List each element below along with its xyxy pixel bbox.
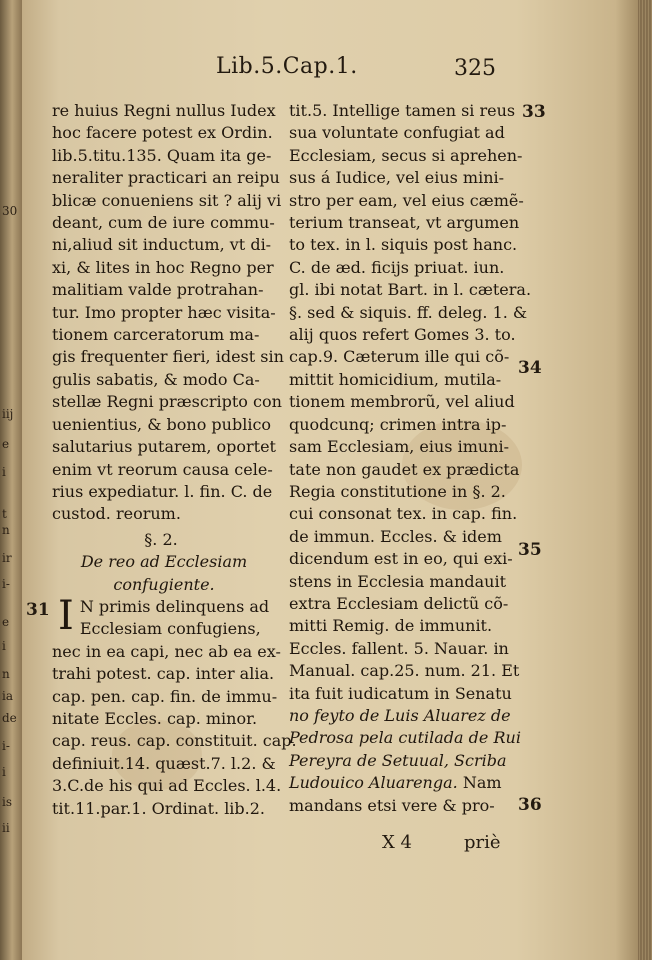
text-line: gl. ibi notat Bart. in l. cætera. — [289, 280, 532, 300]
page-number: 325 — [454, 56, 496, 81]
text-line: mittit homicidium, mutila- — [289, 369, 502, 389]
margin-number: 35 — [518, 540, 542, 560]
text-line: stens in Ecclesia mandauit — [289, 571, 507, 591]
roman-word: Nam — [462, 773, 502, 793]
text-line: sua voluntate confugiat ad — [289, 123, 505, 143]
text-line: Pedrosa pela cutilada de Rui — [289, 728, 521, 748]
section-heading — [52, 551, 270, 596]
text-line: Ecclesiam, secus si aprehen- — [289, 145, 523, 165]
drop-cap: I — [58, 592, 74, 639]
text-line: extra Ecclesiam delictũ cõ- — [289, 593, 509, 613]
text-line: mitti Remig. de immunit. — [289, 616, 493, 636]
text-line: ita fuit iudicatum in Senatu — [289, 683, 512, 703]
edge-fragment: 30 — [2, 204, 18, 218]
section-body — [52, 592, 297, 820]
edge-fragment: e — [2, 437, 10, 451]
text-line: lib.5.titu.135. Quam ita ge- — [52, 145, 272, 165]
text-line: gis frequenter fieri, idest sin — [52, 347, 284, 367]
section-body-text — [52, 592, 297, 820]
catchword: priè — [464, 832, 501, 853]
text-line: neraliter practicari an reipu — [52, 168, 280, 188]
margin-number: 34 — [518, 358, 542, 378]
text-line: nitate Eccles. cap. minor. — [52, 708, 258, 728]
text-line: tit.5. Intellige tamen si reus — [289, 101, 516, 120]
edge-fragment: iij — [2, 407, 14, 421]
left-column-text — [52, 100, 284, 526]
text-line: xi, & lites in hoc Regno per — [52, 257, 274, 277]
edge-fragment: ii — [2, 821, 10, 835]
edge-fragment: i- — [2, 577, 10, 591]
text-line: dicendum est in eo, qui exi- — [289, 549, 513, 569]
text-line: tit.11.par.1. Ordinat. lib.2. — [52, 798, 266, 818]
text-line: rius expediatur. l. fin. C. de — [52, 481, 273, 501]
margin-number: 33 — [522, 102, 546, 122]
text-line: uenientius, & bono publico — [52, 414, 272, 434]
book-page — [22, 0, 640, 960]
text-line: stro per eam, vel eius cæmẽ- — [289, 190, 524, 210]
text-line — [289, 772, 507, 794]
section-mark: §. 2. — [144, 529, 178, 549]
edge-fragment: is — [2, 795, 12, 809]
text-line: C. de æd. ficijs priuat. iun. — [289, 257, 505, 277]
text-line: trahi potest. cap. inter alia. — [52, 664, 275, 684]
text-line: tionem membrorũ, vel aliud — [289, 392, 515, 412]
left-column — [52, 100, 297, 820]
text-line: malitiam valde protrahan- — [52, 280, 264, 300]
text-line: hoc facere potest ex Ordin. — [52, 123, 273, 143]
text-line: gulis sabatis, & modo Ca- — [52, 369, 260, 389]
text-line: Pereyra de Setuual, Scriba — [289, 750, 507, 770]
edge-fragment: i — [2, 639, 6, 653]
edge-fragment: i — [2, 465, 6, 479]
text-line: Ecclesiam confugiens, — [79, 619, 261, 639]
edge-fragment: ir — [2, 551, 12, 565]
text-line: no feyto de Luis Aluarez de — [289, 705, 511, 725]
page-block-edge — [638, 0, 652, 960]
page-header — [22, 54, 640, 88]
text-line: §. sed & siquis. ff. deleg. 1. & — [289, 302, 528, 322]
text-line: Manual. cap.25. num. 21. Et — [289, 661, 520, 681]
left-edge-fragments — [0, 0, 20, 960]
edge-fragment: de — [2, 711, 17, 725]
running-head: Lib.5.Cap.1. — [216, 54, 358, 79]
edge-fragment: i — [2, 765, 6, 779]
edge-fragment: e — [2, 615, 10, 629]
text-line: quodcunq; crimen intra ip- — [289, 414, 507, 434]
text-line: ni,aliud sit inductum, vt di- — [52, 235, 272, 255]
text-line: Eccles. fallent. 5. Nauar. in — [289, 638, 509, 658]
text-line: re huius Regni nullus Iudex — [52, 101, 276, 120]
text-line: enim vt reorum causa cele- — [52, 459, 273, 479]
text-line: de immun. Eccles. & idem — [289, 526, 502, 546]
text-line: tate non gaudet ex prædicta — [289, 459, 520, 479]
text-line: terium transeat, vt argumen — [289, 213, 520, 233]
text-line: blicæ conueniens sit ? alij vi — [52, 190, 282, 210]
heading-line: De reo ad Ecclesiam — [80, 552, 248, 572]
edge-fragment: i- — [2, 739, 10, 753]
edge-fragment: t — [2, 507, 7, 521]
text-line: cui consonat tex. in cap. fin. — [289, 504, 518, 524]
text-line: salutarius putarem, oportet — [52, 437, 276, 457]
text-line: cap.9. Cæterum ille qui cõ- — [289, 347, 510, 367]
signature-mark: X 4 — [382, 832, 412, 853]
text-line: N primis delinquens ad — [79, 596, 270, 616]
margin-number: 36 — [518, 795, 542, 815]
text-line: to tex. in l. siquis post hanc. — [289, 235, 518, 255]
text-line: cap. reus. cap. constituit. cap. — [52, 731, 297, 751]
text-line: custod. reorum. — [52, 504, 181, 524]
text-line: tionem carceratorum ma- — [52, 325, 260, 345]
text-line: mandans etsi vere & pro- — [289, 795, 495, 815]
text-line: stellæ Regni præscripto con — [52, 392, 282, 412]
text-line: alij quos refert Gomes 3. to. — [289, 325, 516, 345]
text-line: sam Ecclesiam, eius imuni- — [289, 437, 510, 457]
edge-fragment: n — [2, 523, 10, 537]
italic-name: Ludouico Aluarenga. — [289, 773, 458, 793]
text-line: sus á Iudice, vel eius mini- — [289, 168, 505, 188]
text-line: deant, cum de iure commu- — [52, 213, 275, 233]
text-line: cap. pen. cap. fin. de immu- — [52, 686, 278, 706]
text-line: Regia constitutione in §. 2. — [289, 481, 506, 501]
text-line: tur. Imo propter hæc visita- — [52, 302, 276, 322]
edge-fragment: ia — [2, 689, 13, 703]
heading-line: confugiente. — [113, 574, 215, 594]
edge-fragment: n — [2, 667, 10, 681]
text-line: 3.C.de his qui ad Eccles. l.4. — [52, 776, 282, 796]
margin-number: 31 — [26, 600, 50, 620]
italic-passage — [289, 705, 521, 772]
text-line: definiuit.14. quæst.7. l.2. & — [52, 753, 276, 773]
text-line: nec in ea capi, nec ab ea ex- — [52, 641, 281, 661]
